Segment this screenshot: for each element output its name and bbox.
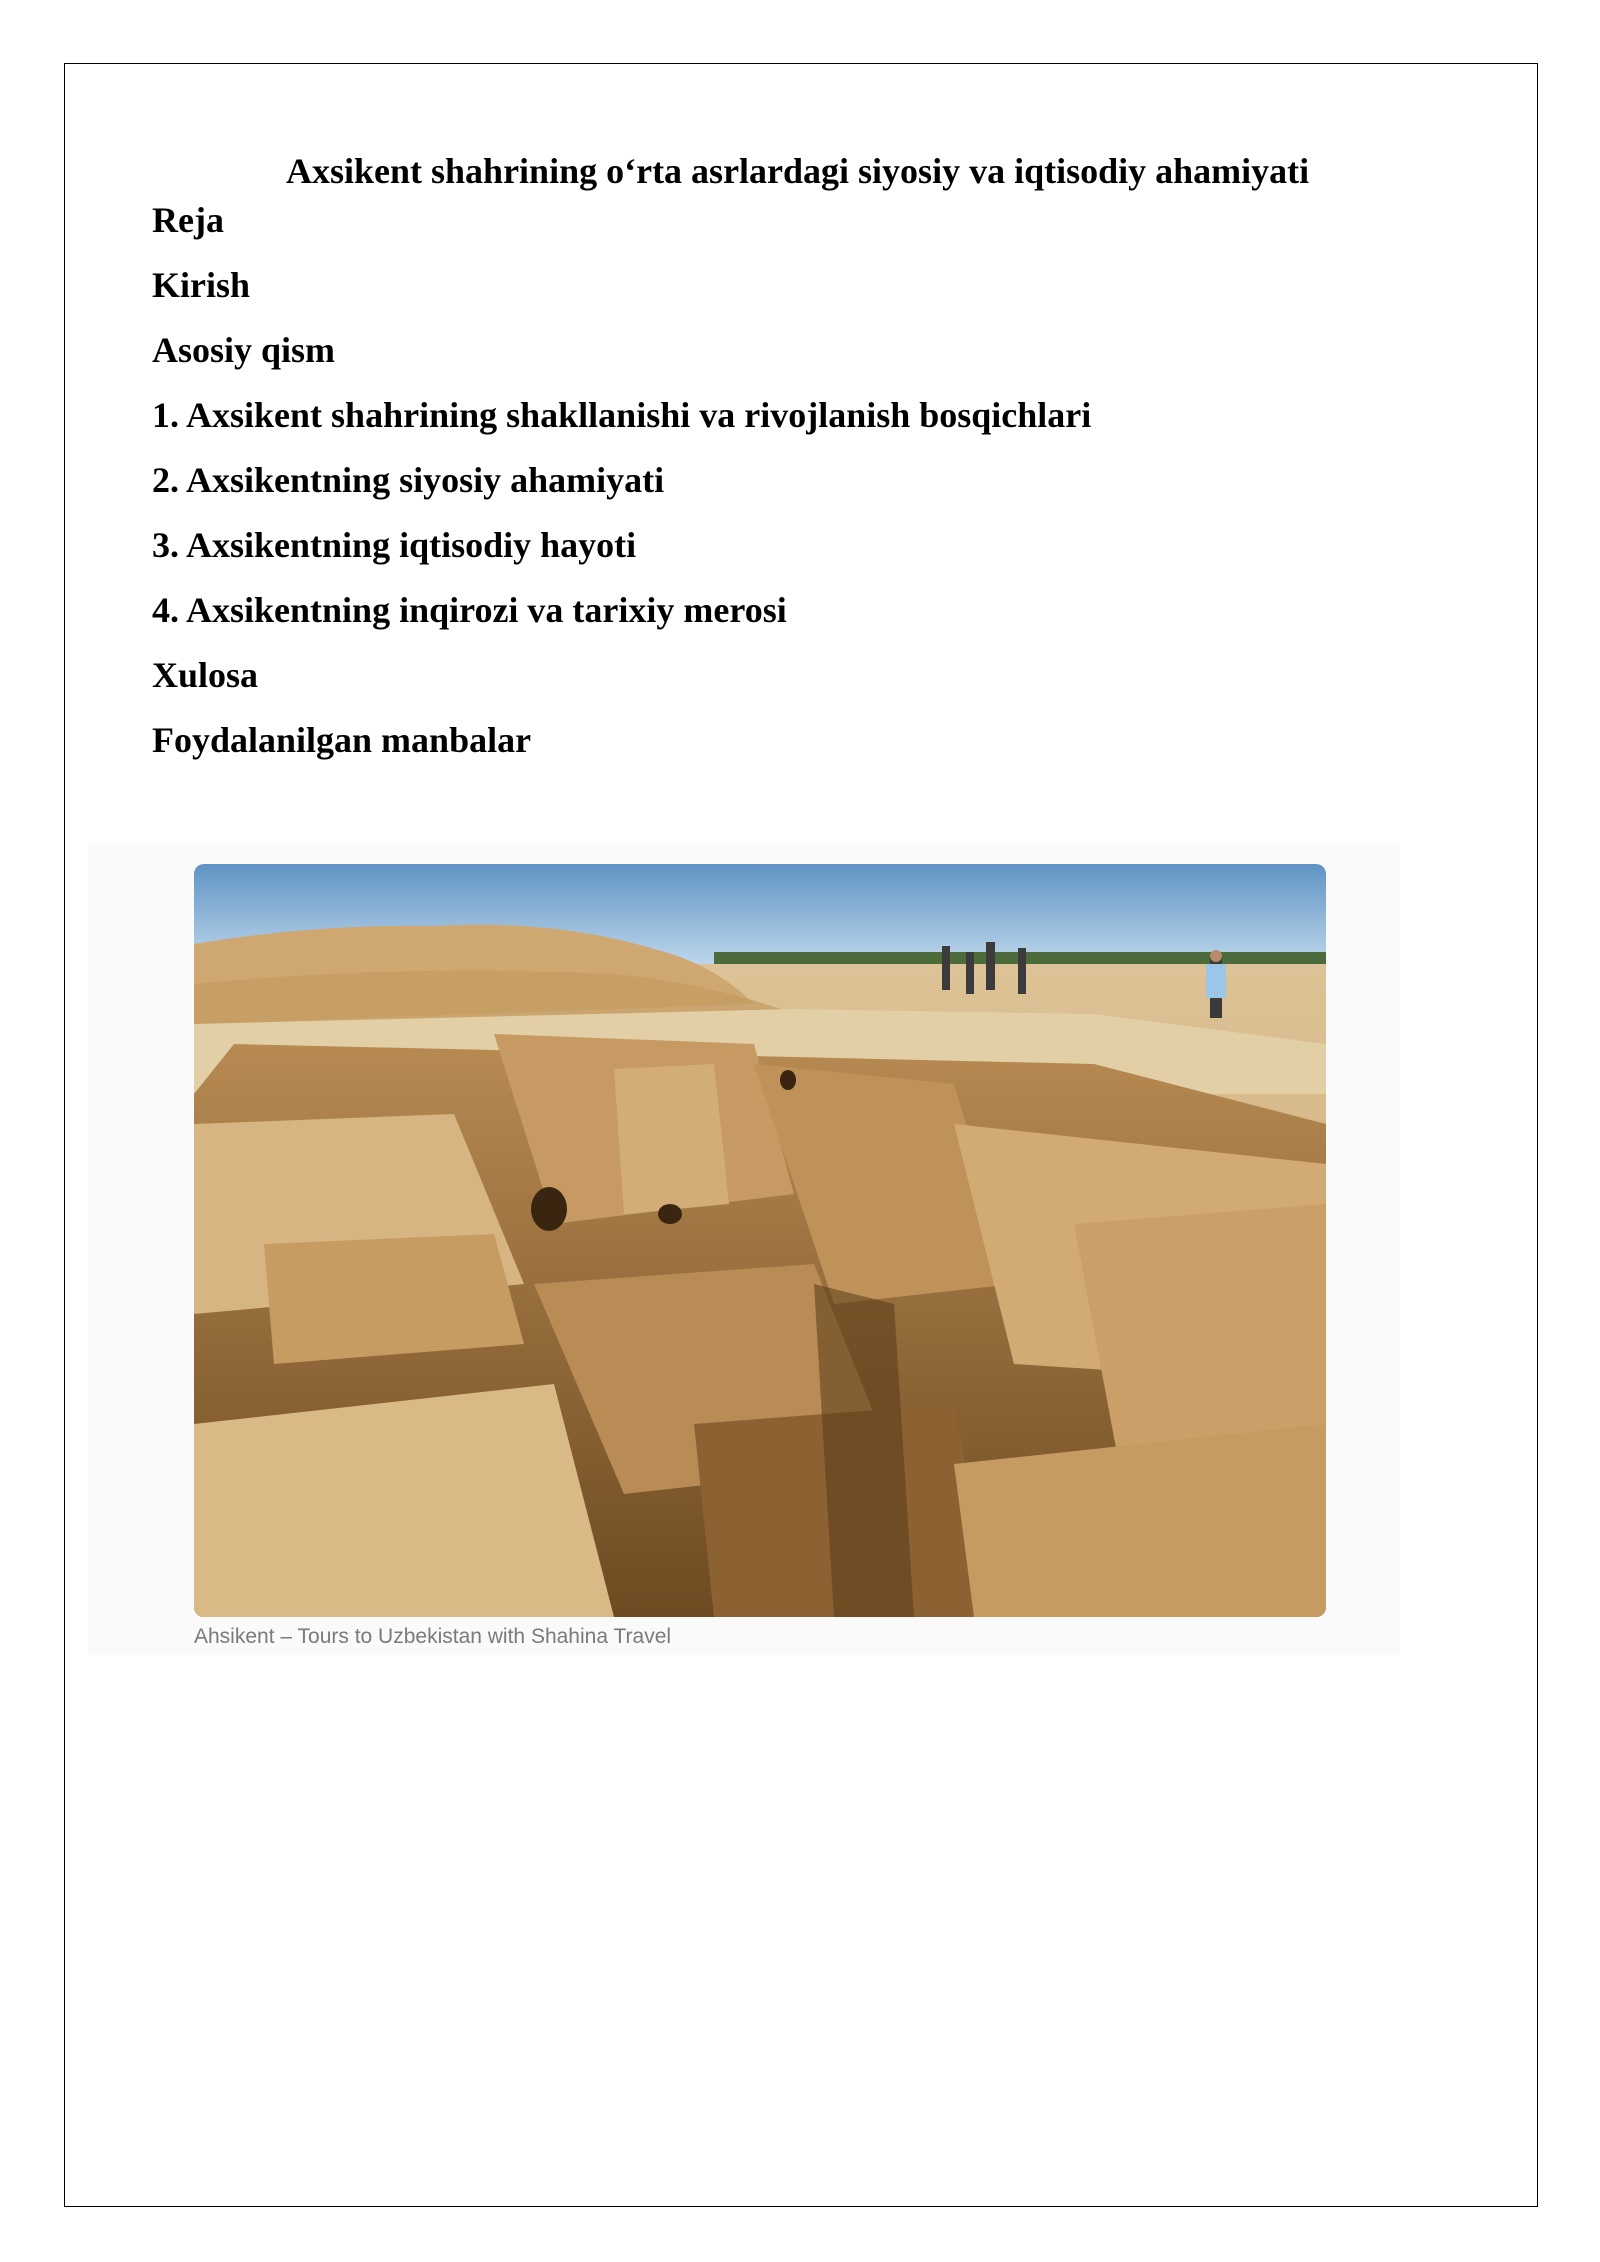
excavation-photo <box>194 864 1326 1617</box>
outline-item-manbalar: Foydalanilgan manbalar <box>152 720 532 760</box>
outline-item-section-1: 1. Axsikent shahrining shakllanishi va rivojlanish bosqichlari <box>152 395 1092 435</box>
outline-item-section-2: 2. Axsikentning siyosiy ahamiyati <box>152 460 665 500</box>
document-title: Axsikent shahrining o‘rta asrlardagi siyosiy va iqtisodiy ahamiyati <box>286 151 1310 191</box>
outline-item-xulosa: Xulosa <box>152 655 259 695</box>
outline-item-asosiy-qism: Asosiy qism <box>152 330 336 370</box>
plan-outline <box>152 193 1091 778</box>
outline-item-kirish: Kirish <box>152 265 251 305</box>
outline-item-section-4: 4. Axsikentning inqirozi va tarixiy merosi <box>152 590 787 630</box>
outline-item-reja: Reja <box>152 200 224 240</box>
figure <box>88 843 1400 1655</box>
outline-item-section-3: 3. Axsikentning iqtisodiy hayoti <box>152 525 637 565</box>
figure-caption: Ahsikent – Tours to Uzbekistan with Shahina Travel <box>194 1625 672 1648</box>
